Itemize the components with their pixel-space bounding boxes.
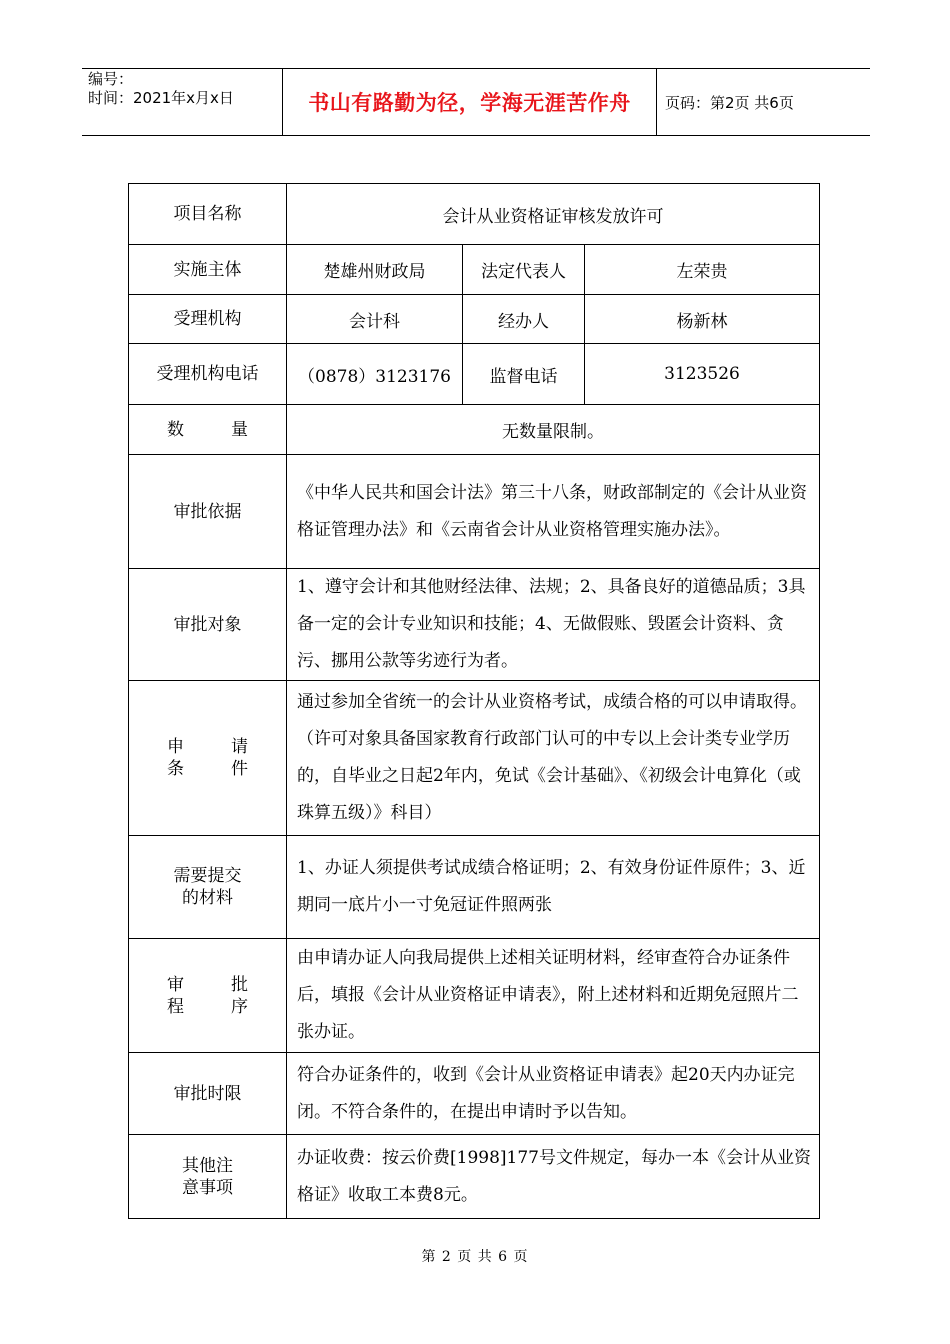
implementer-label: 实施主体 <box>129 245 287 295</box>
other-notes-value: 办证收费：按云价费[1998]177号文件规定，每办一本《会计从业资格证》收取工本费8元。 <box>287 1135 820 1219</box>
implementer-value: 楚雄州财政局 <box>287 245 463 295</box>
materials-value: 1、办证人须提供考试成绩合格证明；2、有效身份证件原件；3、近期同一底片小一寸免冠证件照两张 <box>287 836 820 939</box>
header-motto: 书山有路勤为径，学海无涯苦作舟 <box>282 69 657 135</box>
conditions-label <box>129 681 287 836</box>
page-header <box>82 68 870 136</box>
other-notes-label-line-2: 意事项 <box>182 1177 233 1198</box>
quantity-label-char-2: 量 <box>231 419 248 440</box>
agency-phone-label: 受理机构电话 <box>129 344 287 405</box>
conditions-label-char-4: 件 <box>231 759 248 779</box>
table-row <box>129 681 820 836</box>
basis-value: 《中华人民共和国会计法》第三十八条，财政部制定的《会计从业资格证管理办法》和《云南省会计从业资格管理实施办法》。 <box>287 455 820 569</box>
conditions-value: 通过参加全省统一的会计从业资格考试，成绩合格的可以申请取得。（许可对象具备国家教育行政部门认可的中专以上会计类专业学历的，自毕业之日起2年内，免试《会计基础》、《初级会计电算化（或珠算五级）》科目） <box>287 681 820 836</box>
supervise-phone-label: 监督电话 <box>463 344 585 405</box>
table-row <box>129 1053 820 1135</box>
materials-label <box>129 836 287 939</box>
number-label: 编号： <box>88 70 134 88</box>
conditions-label-char-3: 条 <box>167 759 184 779</box>
quantity-label <box>129 405 287 455</box>
conditions-label-char-1: 申 <box>167 737 184 757</box>
materials-label-line-1: 需要提交 <box>173 866 242 886</box>
procedure-label-char-3: 程 <box>167 996 184 1017</box>
project-name-value: 会计从业资格证审核发放许可 <box>287 184 820 245</box>
table-row <box>129 836 820 939</box>
procedure-label-char-1: 审 <box>167 974 184 995</box>
time-limit-value: 符合办证条件的，收到《会计从业资格证申请表》起20天内办证完闭。不符合条件的，在提出申请时予以告知。 <box>287 1053 820 1135</box>
materials-label-line-2: 的材料 <box>182 888 233 908</box>
table-row <box>129 1135 820 1219</box>
other-notes-label-line-1: 其他注 <box>182 1155 233 1176</box>
project-name-label: 项目名称 <box>129 184 287 245</box>
table-row <box>129 569 820 681</box>
agency-phone-value: （0878）3123176 <box>287 344 463 405</box>
target-value: 1、遵守会计和其他财经法律、法规；2、具备良好的道德品质；3具备一定的会计专业知识和技能；4、无做假账、毁匿会计资料、贪污、挪用公款等劣迹行为者。 <box>287 569 820 681</box>
procedure-label <box>129 939 287 1053</box>
page-footer: 第 2 页 共 6 页 <box>421 1249 529 1265</box>
table-row <box>129 245 820 295</box>
table-row <box>129 455 820 569</box>
supervise-phone-value: 3123526 <box>585 344 820 405</box>
table-row <box>129 184 820 245</box>
table-row <box>129 295 820 344</box>
handler-label: 经办人 <box>463 295 585 344</box>
basis-label: 审批依据 <box>129 455 287 569</box>
header-meta <box>82 69 282 135</box>
table-row <box>129 344 820 405</box>
handler-value: 杨新林 <box>585 295 820 344</box>
other-notes-label <box>129 1135 287 1219</box>
agency-value: 会计科 <box>287 295 463 344</box>
table-row <box>129 939 820 1053</box>
quantity-label-char-1: 数 <box>167 419 184 440</box>
procedure-label-char-4: 序 <box>231 996 248 1017</box>
procedure-label-char-2: 批 <box>231 974 248 995</box>
quantity-value: 无数量限制。 <box>287 405 820 455</box>
time-limit-label: 审批时限 <box>129 1053 287 1135</box>
target-label: 审批对象 <box>129 569 287 681</box>
agency-label: 受理机构 <box>129 295 287 344</box>
license-info-table <box>128 183 820 1219</box>
table-row <box>129 405 820 455</box>
conditions-label-char-2: 请 <box>231 737 248 757</box>
legal-rep-label: 法定代表人 <box>463 245 585 295</box>
time-label: 时间：2021年x月x日 <box>88 89 234 107</box>
procedure-value: 由申请办证人向我局提供上述相关证明材料，经审查符合办证条件后，填报《会计从业资格证申请表》，附上述材料和近期免冠照片二张办证。 <box>287 939 820 1053</box>
legal-rep-value: 左荣贵 <box>585 245 820 295</box>
header-page-code: 页码：第2页 共6页 <box>665 93 794 112</box>
